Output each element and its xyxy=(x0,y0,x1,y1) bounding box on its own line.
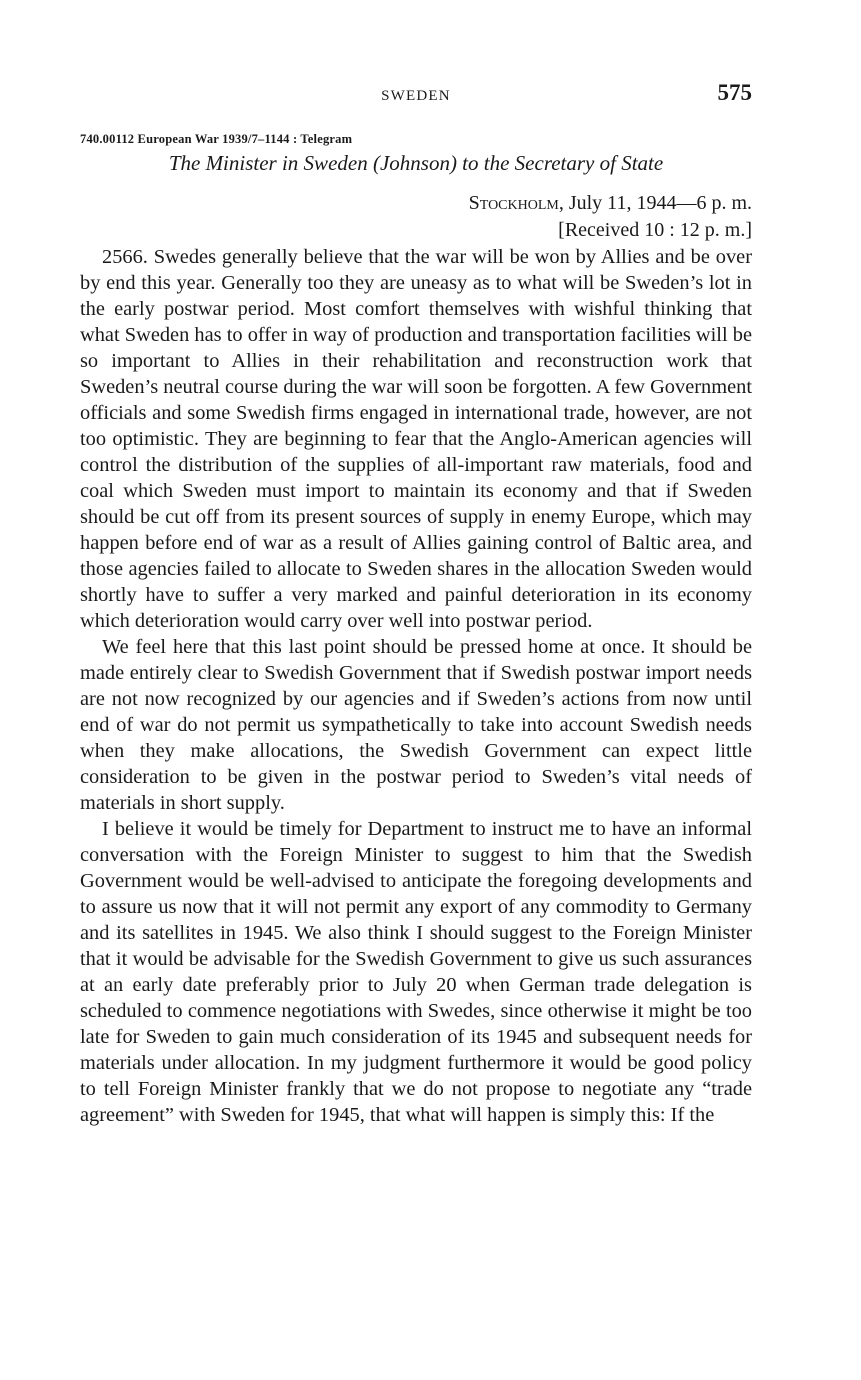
dateline-place: Stockholm, xyxy=(468,192,564,214)
paragraph-3: I believe it would be timely for Department to instruct me to have an informal conversation with the Foreign Minister to suggest to him that the Swedish Government would be well-advised to anticipate the foregoing developments and to assure us now that it will not permit any export of any commodity to Germany and its satellites in 1945. We also think I should suggest to the Foreign Minister that it would be advisable for the Swedish Government to give us such assurances at an early date preferably prior to July 20 when German trade delegation is scheduled to commence negotiations with Swedes, since otherwise it might be too late for Sweden to gain much consideration of its 1945 and subsequent needs for materials under allocation. In my judgment furthermore it would be good policy to tell Foreign Minister frankly that we do not propose to negotiate any “trade agreement” with Sweden for 1945, that what will happen is simply this: If the xyxy=(80,818,752,1126)
dateline-date: July 11, 1944—6 p. m. xyxy=(563,192,752,214)
running-title: SWEDEN xyxy=(381,88,451,104)
dateline-sent xyxy=(80,190,752,217)
paragraph-1: 2566. Swedes generally believe that the war will be won by Allies and be over by end this year. Generally too they are uneasy as to what will be Sweden’s lot in the early postwar period. Most comfort themselves with wishful thinking that what Sweden has to offer in way of production and transportation facilities will be so important to Allies in their rehabilitation and reconstruction work that Sweden’s neutral course during the war will soon be forgotten. A few Government officials and some Swedish firms engaged in international trade, however, are not too optimistic. They are beginning to fear that the Anglo-American agencies will control the distribution of the supplies of all-important raw materials, food and coal which Sweden must import to maintain its economy and that if Sweden should be cut off from its present sources of supply in enemy Europe, which may happen before end of war as a result of Allies gaining control of Baltic area, and those agencies failed to allocate to Sweden shares in the allocation Sweden would shortly have to suffer a very marked and painful deterioration in its economy which deterioration would carry over well into postwar period. xyxy=(80,246,752,632)
dateline xyxy=(80,190,752,244)
running-head xyxy=(80,80,752,110)
telegram-body xyxy=(80,244,752,1128)
paragraph-2: We feel here that this last point should be pressed home at once. It should be made entirely clear to Swedish Government that if Swedish postwar import needs are not now recognized by our agencies and if Sweden’s actions from now until end of war do not permit us sympathetically to take into account Swedish needs when they make allocations, the Swedish Government can expect little consideration to be given in the postwar period to Sweden’s vital needs of materials in short supply. xyxy=(80,636,752,814)
file-reference: 740.00112 European War 1939/7–1144 : Telegram xyxy=(80,132,353,146)
document-title: The Minister in Sweden (Johnson) to the Secretary of State xyxy=(168,151,664,175)
page-number: 575 xyxy=(717,80,752,105)
document-page xyxy=(80,80,752,1128)
dateline-received: [Received 10 : 12 p. m.] xyxy=(558,219,752,241)
